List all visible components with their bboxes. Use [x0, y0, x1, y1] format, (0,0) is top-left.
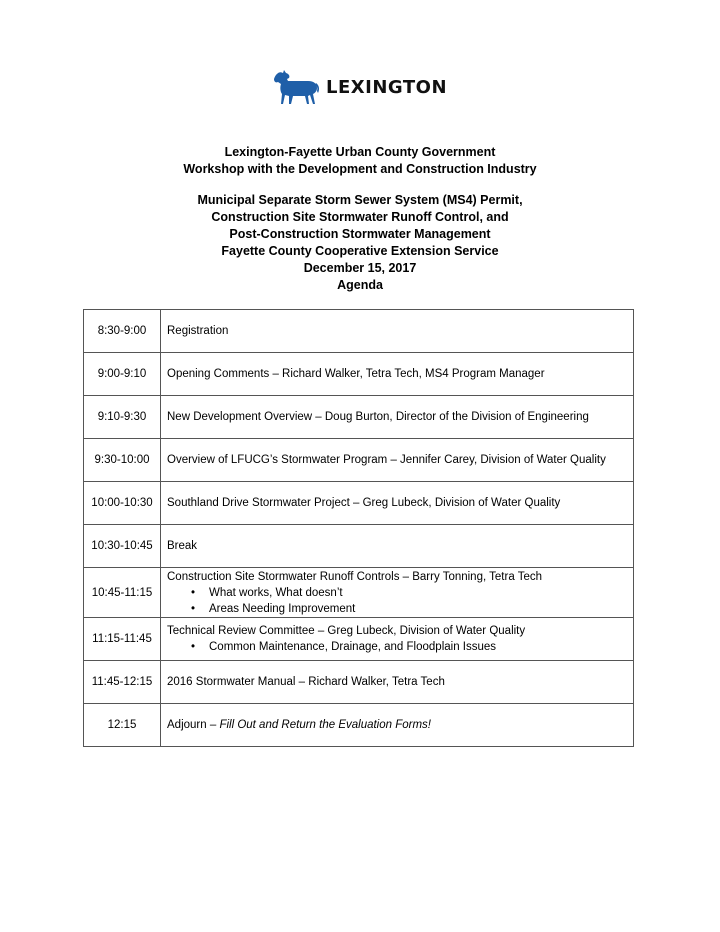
organization-line: Lexington-Fayette Urban County Government [224, 145, 496, 159]
lexington-logo [268, 66, 458, 108]
bullet-item: • Areas Needing Improvement [191, 601, 627, 617]
time-cell: 10:00-10:30 [84, 482, 161, 525]
workshop-line: Workshop with the Development and Construction Industry [183, 162, 537, 176]
time-cell: 12:15 [84, 704, 161, 747]
time-cell: 8:30-9:00 [84, 310, 161, 353]
table-row [84, 568, 634, 618]
table-row [84, 439, 634, 482]
bullet-item: • Common Maintenance, Drainage, and Floodplain Issues [191, 639, 627, 655]
program-header [0, 192, 720, 294]
agenda-label: Agenda [337, 278, 383, 292]
time-cell: 9:30-10:00 [84, 439, 161, 482]
logo-wordmark: LEXINGTON [326, 76, 448, 98]
table-row [84, 704, 634, 747]
table-row [84, 310, 634, 353]
item-cell [161, 568, 634, 618]
permit-line: Municipal Separate Storm Sewer System (MS4) Permit, [197, 193, 523, 207]
item-cell: Registration [161, 310, 634, 353]
table-row [84, 618, 634, 661]
agenda-table [83, 309, 634, 747]
workshop-title [0, 144, 720, 178]
item-cell: Opening Comments – Richard Walker, Tetra Tech, MS4 Program Manager [161, 353, 634, 396]
item-text: Construction Site Stormwater Runoff Controls – Barry Tonning, Tetra Tech [167, 570, 543, 583]
time-cell: 11:45-12:15 [84, 661, 161, 704]
item-cell [161, 704, 634, 747]
table-row [84, 525, 634, 568]
runoff-line: Construction Site Stormwater Runoff Control, and [211, 210, 509, 224]
time-cell: 11:15-11:45 [84, 618, 161, 661]
time-cell: 9:10-9:30 [84, 396, 161, 439]
evaluation-reminder: Fill Out and Return the Evaluation Forms! [219, 719, 432, 731]
time-cell: 10:30-10:45 [84, 525, 161, 568]
item-cell: New Development Overview – Doug Burton, Director of the Division of Engineering [161, 396, 634, 439]
item-text: Technical Review Committee – Greg Lubeck, Division of Water Quality [167, 625, 526, 637]
table-row [84, 482, 634, 525]
time-cell: 9:00-9:10 [84, 353, 161, 396]
item-cell [161, 618, 634, 661]
date-line: December 15, 2017 [303, 261, 417, 275]
table-row [84, 353, 634, 396]
venue-line: Fayette County Cooperative Extension Service [221, 244, 499, 258]
post-construction-line: Post-Construction Stormwater Management [229, 227, 491, 241]
table-row [84, 661, 634, 704]
item-cell: Break [161, 525, 634, 568]
item-text: Adjourn – [167, 719, 220, 731]
item-cell: Overview of LFUCG’s Stormwater Program – Jennifer Carey, Division of Water Quality [161, 439, 634, 482]
item-cell: Southland Drive Stormwater Project – Greg Lubeck, Division of Water Quality [161, 482, 634, 525]
table-row [84, 396, 634, 439]
item-cell: 2016 Stormwater Manual – Richard Walker, Tetra Tech [161, 661, 634, 704]
horse-icon [268, 67, 320, 107]
bullet-item: • What works, What doesn’t [191, 585, 627, 601]
time-cell: 10:45-11:15 [84, 568, 161, 618]
bullet-list [167, 639, 627, 655]
bullet-list [167, 585, 627, 617]
